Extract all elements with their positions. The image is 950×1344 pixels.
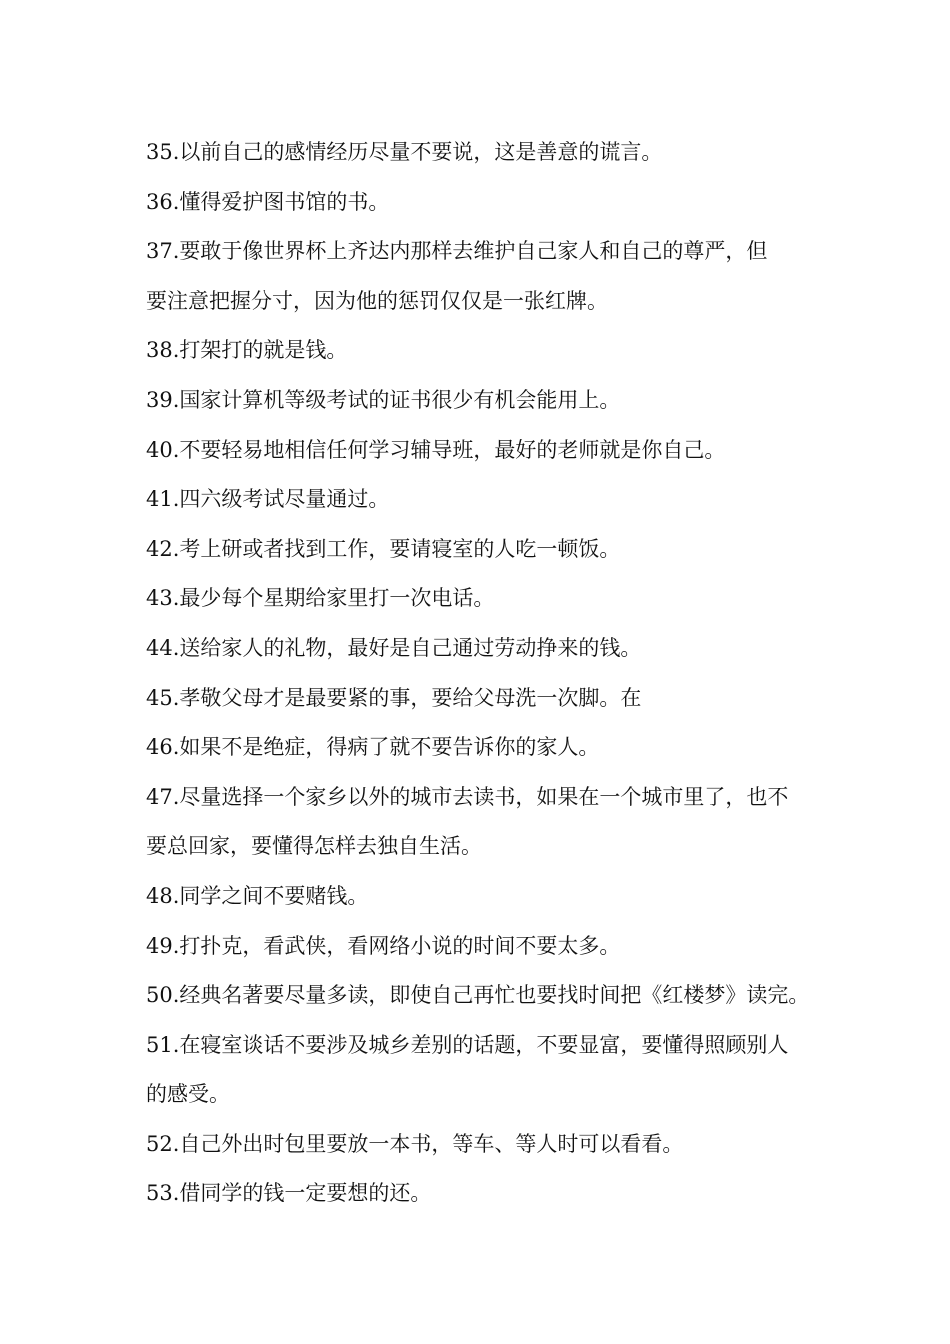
text-line-48: 48.同学之间不要赌钱。 [146,883,369,908]
text-line-51: 51.在寝室谈话不要涉及城乡差别的话题，不要显富，要懂得照顾别人 [146,1032,789,1057]
text-line-39: 39.国家计算机等级考试的证书很少有机会能用上。 [146,387,621,412]
text-line-38: 38.打架打的就是钱。 [146,338,348,363]
text-line-37-cont: 要注意把握分寸，因为他的惩罚仅仅是一张红牌。 [146,288,608,313]
text-line-51-cont: 的感受。 [146,1082,230,1107]
text-line-45: 45.孝敬父母才是最要紧的事，要给父母洗一次脚。在 [146,685,642,710]
text-line-52: 52.自己外出时包里要放一本书，等车、等人时可以看看。 [146,1131,684,1156]
text-line-37: 37.要敢于像世界杯上齐达内那样去维护自己家人和自己的尊严，但 [146,239,768,264]
text-line-47-cont: 要总回家，要懂得怎样去独自生活。 [146,834,482,859]
text-line-44: 44.送给家人的礼物，最好是自己通过劳动挣来的钱。 [146,635,642,660]
text-line-53: 53.借同学的钱一定要想的还。 [146,1181,432,1206]
text-line-41: 41.四六级考试尽量通过。 [146,487,390,512]
text-line-42: 42.考上研或者找到工作，要请寝室的人吃一顿饭。 [146,536,621,561]
text-line-47: 47.尽量选择一个家乡以外的城市去读书，如果在一个城市里了，也不 [146,784,789,809]
text-line-46: 46.如果不是绝症，得病了就不要告诉你的家人。 [146,735,600,760]
text-line-36: 36.懂得爱护图书馆的书。 [146,189,390,214]
text-line-43: 43.最少每个星期给家里打一次电话。 [146,586,495,611]
text-line-50: 50.经典名著要尽量多读，即使自己再忙也要找时间把《红楼梦》读完。 [146,983,810,1008]
document-body [146,128,814,1219]
text-line-49: 49.打扑克，看武侠，看网络小说的时间不要太多。 [146,933,621,958]
text-line-35: 35.以前自己的感情经历尽量不要说，这是善意的谎言。 [146,140,663,164]
text-line-40: 40.不要轻易地相信任何学习辅导班，最好的老师就是你自己。 [146,437,726,462]
